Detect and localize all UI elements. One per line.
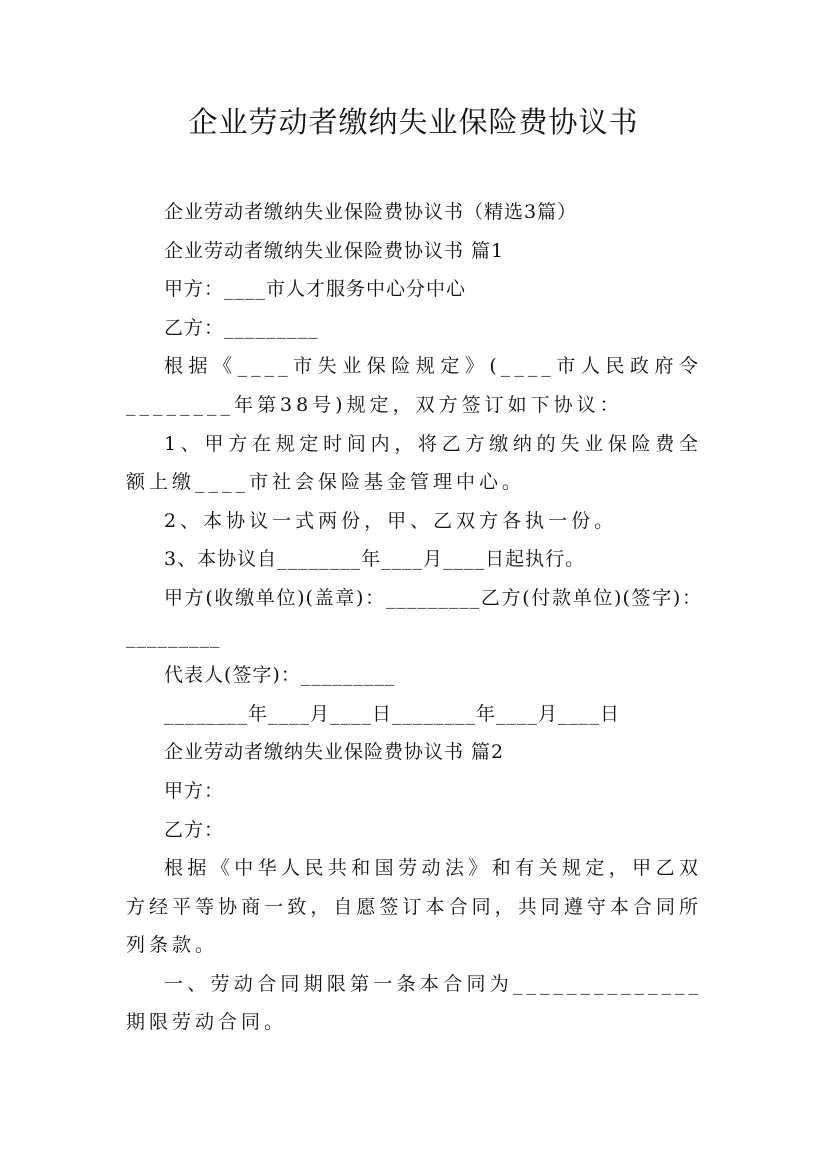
paragraph-party-a-2: 甲方： xyxy=(164,779,225,802)
paragraph-contract-term: 一、劳动合同期限第一条本合同为______________期限劳动合同。 xyxy=(126,972,702,1034)
paragraph-collection-title: 企业劳动者缴纳失业保险费协议书（精选3篇） xyxy=(164,201,578,223)
paragraph-section-2-heading: 企业劳动者缴纳失业保险费协议书 篇2 xyxy=(164,741,505,764)
paragraph-clause-3: 3、本协议自________年____月____日起执行。 xyxy=(164,548,586,571)
paragraph-clause-2: 2、本协议一式两份，甲、乙双方各执一份。 xyxy=(164,509,618,532)
document-body xyxy=(126,193,702,1042)
paragraph-party-b: 乙方：_________ xyxy=(164,316,319,339)
paragraph-representative: 代表人(签字)：_________ xyxy=(164,664,396,687)
paragraph-clause-1: 1、甲方在规定时间内，将乙方缴纳的失业保险费全额上缴____市社会保险基金管理中心。 xyxy=(126,432,702,494)
document-title: 企业劳动者缴纳失业保险费协议书 xyxy=(188,105,639,139)
paragraph-dates: ________年____月____日________年____月____日 xyxy=(164,702,621,725)
paragraph-basis: 根据《____市失业保险规定》(____市人民政府令________年第38号)规定，双方签订如下协议： xyxy=(126,355,702,416)
paragraph-section-1-heading: 企业劳动者缴纳失业保险费协议书 篇1 xyxy=(164,239,505,262)
paragraph-party-b-2: 乙方： xyxy=(164,818,225,841)
paragraph-party-a: 甲方：____市人才服务中心分中心 xyxy=(164,278,467,301)
paragraph-labor-law-basis: 根据《中华人民共和国劳动法》和有关规定，甲乙双方经平等协商一致，自愿签订本合同，共同遵守本合同所列条款。 xyxy=(126,857,702,957)
paragraph-signatures: 甲方(收缴单位)(盖章)：_________乙方(付款单位)(签字)：_________ xyxy=(126,586,702,648)
